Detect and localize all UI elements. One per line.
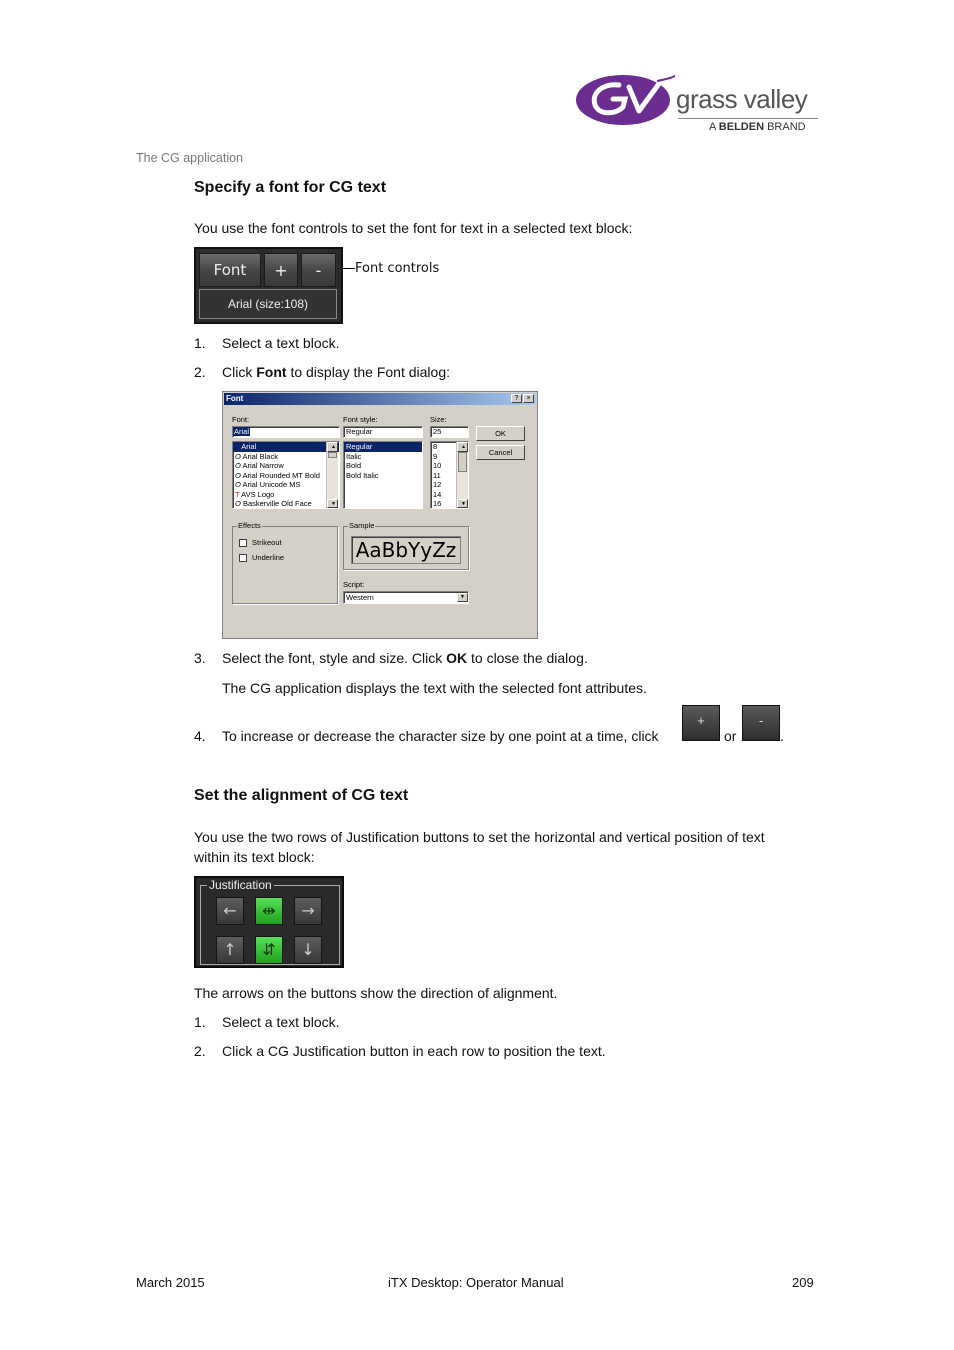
- size-list-scrollbar[interactable]: [456, 442, 468, 508]
- font-name-input[interactable]: Arial: [232, 426, 340, 438]
- step-note: The CG application displays the text with the selected font attributes.: [222, 680, 647, 696]
- scroll-down-icon[interactable]: ▼: [457, 499, 468, 509]
- size-list-item[interactable]: 16: [433, 499, 442, 508]
- font-list-item[interactable]: O Arial Rounded MT Bold: [235, 470, 320, 480]
- step-text: Click Font to display the Font dialog:: [222, 364, 450, 380]
- logo-tagline: A BELDEN BRAND: [709, 121, 806, 133]
- step-text: Click a CG Justification button in each row to position the text.: [222, 1043, 606, 1059]
- font-list-item[interactable]: O Arial Unicode MS: [235, 480, 301, 489]
- underline-label: Underline: [252, 553, 285, 562]
- font-style-input[interactable]: Regular: [343, 426, 423, 438]
- font-size-increase-button[interactable]: +: [264, 253, 298, 287]
- font-controls-panel: [194, 247, 343, 324]
- size-label: Size:: [430, 415, 447, 424]
- style-list-item[interactable]: Italic: [346, 451, 362, 461]
- script-label: Script:: [343, 580, 365, 589]
- step-text: Select a text block.: [222, 1014, 340, 1030]
- chevron-down-icon[interactable]: ▼: [457, 593, 468, 602]
- size-list-item[interactable]: 9: [433, 451, 438, 461]
- align-center-horizontal-icon[interactable]: ⇹: [255, 897, 283, 925]
- effects-group: [232, 521, 338, 604]
- callout-line: [343, 268, 355, 269]
- section-title-font: Specify a font for CG text: [194, 179, 387, 196]
- font-size-decrease-button[interactable]: -: [301, 253, 336, 287]
- font-list-item[interactable]: O Baskerville Old Face: [235, 499, 312, 508]
- section-intro-line2: within its text block:: [194, 849, 315, 865]
- close-button[interactable]: ×: [523, 394, 534, 403]
- sample-label: Sample: [349, 521, 375, 530]
- scroll-thumb[interactable]: [328, 452, 337, 458]
- step-number: 1.: [194, 335, 206, 351]
- arrow-down-icon[interactable]: ↓: [294, 936, 322, 964]
- strikeout-checkbox[interactable]: [239, 539, 247, 547]
- font-list-item[interactable]: Arial: [233, 442, 339, 452]
- justification-label: Justification: [209, 878, 272, 892]
- step-text: To increase or decrease the character size by one point at a time, click: [222, 728, 659, 744]
- arrow-right-icon[interactable]: →: [294, 897, 322, 925]
- step-or: or: [724, 728, 737, 744]
- font-list-item[interactable]: O Arial Narrow: [235, 461, 284, 470]
- sample-preview: AaBbYyZz: [351, 536, 461, 564]
- dialog-title-bar: Font: [224, 393, 536, 405]
- style-label: Font style:: [343, 415, 378, 424]
- size-list-item[interactable]: 8: [433, 442, 438, 451]
- logo-rule: [678, 118, 818, 119]
- ok-button[interactable]: OK: [476, 426, 525, 441]
- font-list[interactable]: [232, 441, 340, 509]
- arrow-left-icon[interactable]: ←: [216, 897, 244, 925]
- size-decrease-button[interactable]: -: [742, 705, 780, 741]
- footer-page-number: 209: [792, 1275, 814, 1290]
- step-number: 2.: [194, 364, 206, 380]
- step-number: 3.: [194, 650, 206, 666]
- size-list-item[interactable]: 12: [433, 480, 442, 489]
- font-button[interactable]: Font: [199, 253, 261, 287]
- underline-checkbox[interactable]: [239, 554, 247, 562]
- strikeout-label: Strikeout: [252, 538, 282, 547]
- font-style-list[interactable]: [343, 441, 423, 509]
- font-list-item[interactable]: O Arial Black: [235, 451, 278, 461]
- cancel-button[interactable]: Cancel: [476, 445, 525, 460]
- arrow-up-icon[interactable]: ↑: [216, 936, 244, 964]
- justification-panel: [194, 876, 344, 968]
- sample-group: [343, 521, 469, 570]
- grass-valley-logo-icon: [575, 73, 675, 126]
- step-text: Select a text block.: [222, 335, 340, 351]
- footer-title: iTX Desktop: Operator Manual: [388, 1275, 564, 1290]
- running-header: The CG application: [136, 151, 244, 165]
- font-list-scrollbar[interactable]: [326, 442, 338, 508]
- font-label: Font:: [232, 415, 250, 424]
- font-dialog: [222, 391, 538, 639]
- scroll-up-icon[interactable]: ▲: [457, 442, 468, 452]
- justification-note: The arrows on the buttons show the direction of alignment.: [194, 985, 558, 1001]
- section-intro-line1: You use the two rows of Justification buttons to set the horizontal and vertical position of text: [194, 829, 765, 845]
- step-number: 2.: [194, 1043, 206, 1059]
- step-number: 4.: [194, 728, 206, 744]
- size-list-item[interactable]: 14: [433, 489, 442, 499]
- logo-wordmark: grass valley: [676, 84, 808, 114]
- section-intro-font: You use the font controls to set the font for text in a selected text block:: [194, 220, 633, 236]
- font-list-item[interactable]: T AVS Logo: [235, 489, 275, 499]
- step-period: .: [780, 728, 784, 744]
- font-size-readout: Arial (size:108): [199, 289, 337, 319]
- font-controls-callout: Font controls: [355, 261, 440, 276]
- step-text: Select the font, style and size. Click OK to close the dialog.: [222, 650, 588, 666]
- style-list-item[interactable]: Bold: [346, 461, 362, 470]
- style-list-item[interactable]: Regular: [344, 442, 422, 452]
- effects-label: Effects: [238, 521, 261, 530]
- script-select[interactable]: Western ▼: [343, 591, 469, 604]
- scroll-down-icon[interactable]: ▼: [327, 499, 338, 509]
- step-number: 1.: [194, 1014, 206, 1030]
- scroll-up-icon[interactable]: ▲: [327, 442, 338, 452]
- footer-date: March 2015: [136, 1275, 205, 1290]
- size-increase-button[interactable]: +: [682, 705, 720, 741]
- help-button[interactable]: ?: [511, 394, 522, 403]
- font-size-list[interactable]: [430, 441, 469, 509]
- font-size-input[interactable]: 25: [430, 426, 469, 438]
- scroll-thumb[interactable]: [458, 452, 467, 472]
- align-center-vertical-icon[interactable]: ⇵: [255, 936, 283, 964]
- style-list-item[interactable]: Bold Italic: [346, 470, 379, 480]
- size-list-item[interactable]: 10: [433, 461, 442, 470]
- section-title-alignment: Set the alignment of CG text: [194, 787, 409, 804]
- size-list-item[interactable]: 11: [433, 470, 441, 480]
